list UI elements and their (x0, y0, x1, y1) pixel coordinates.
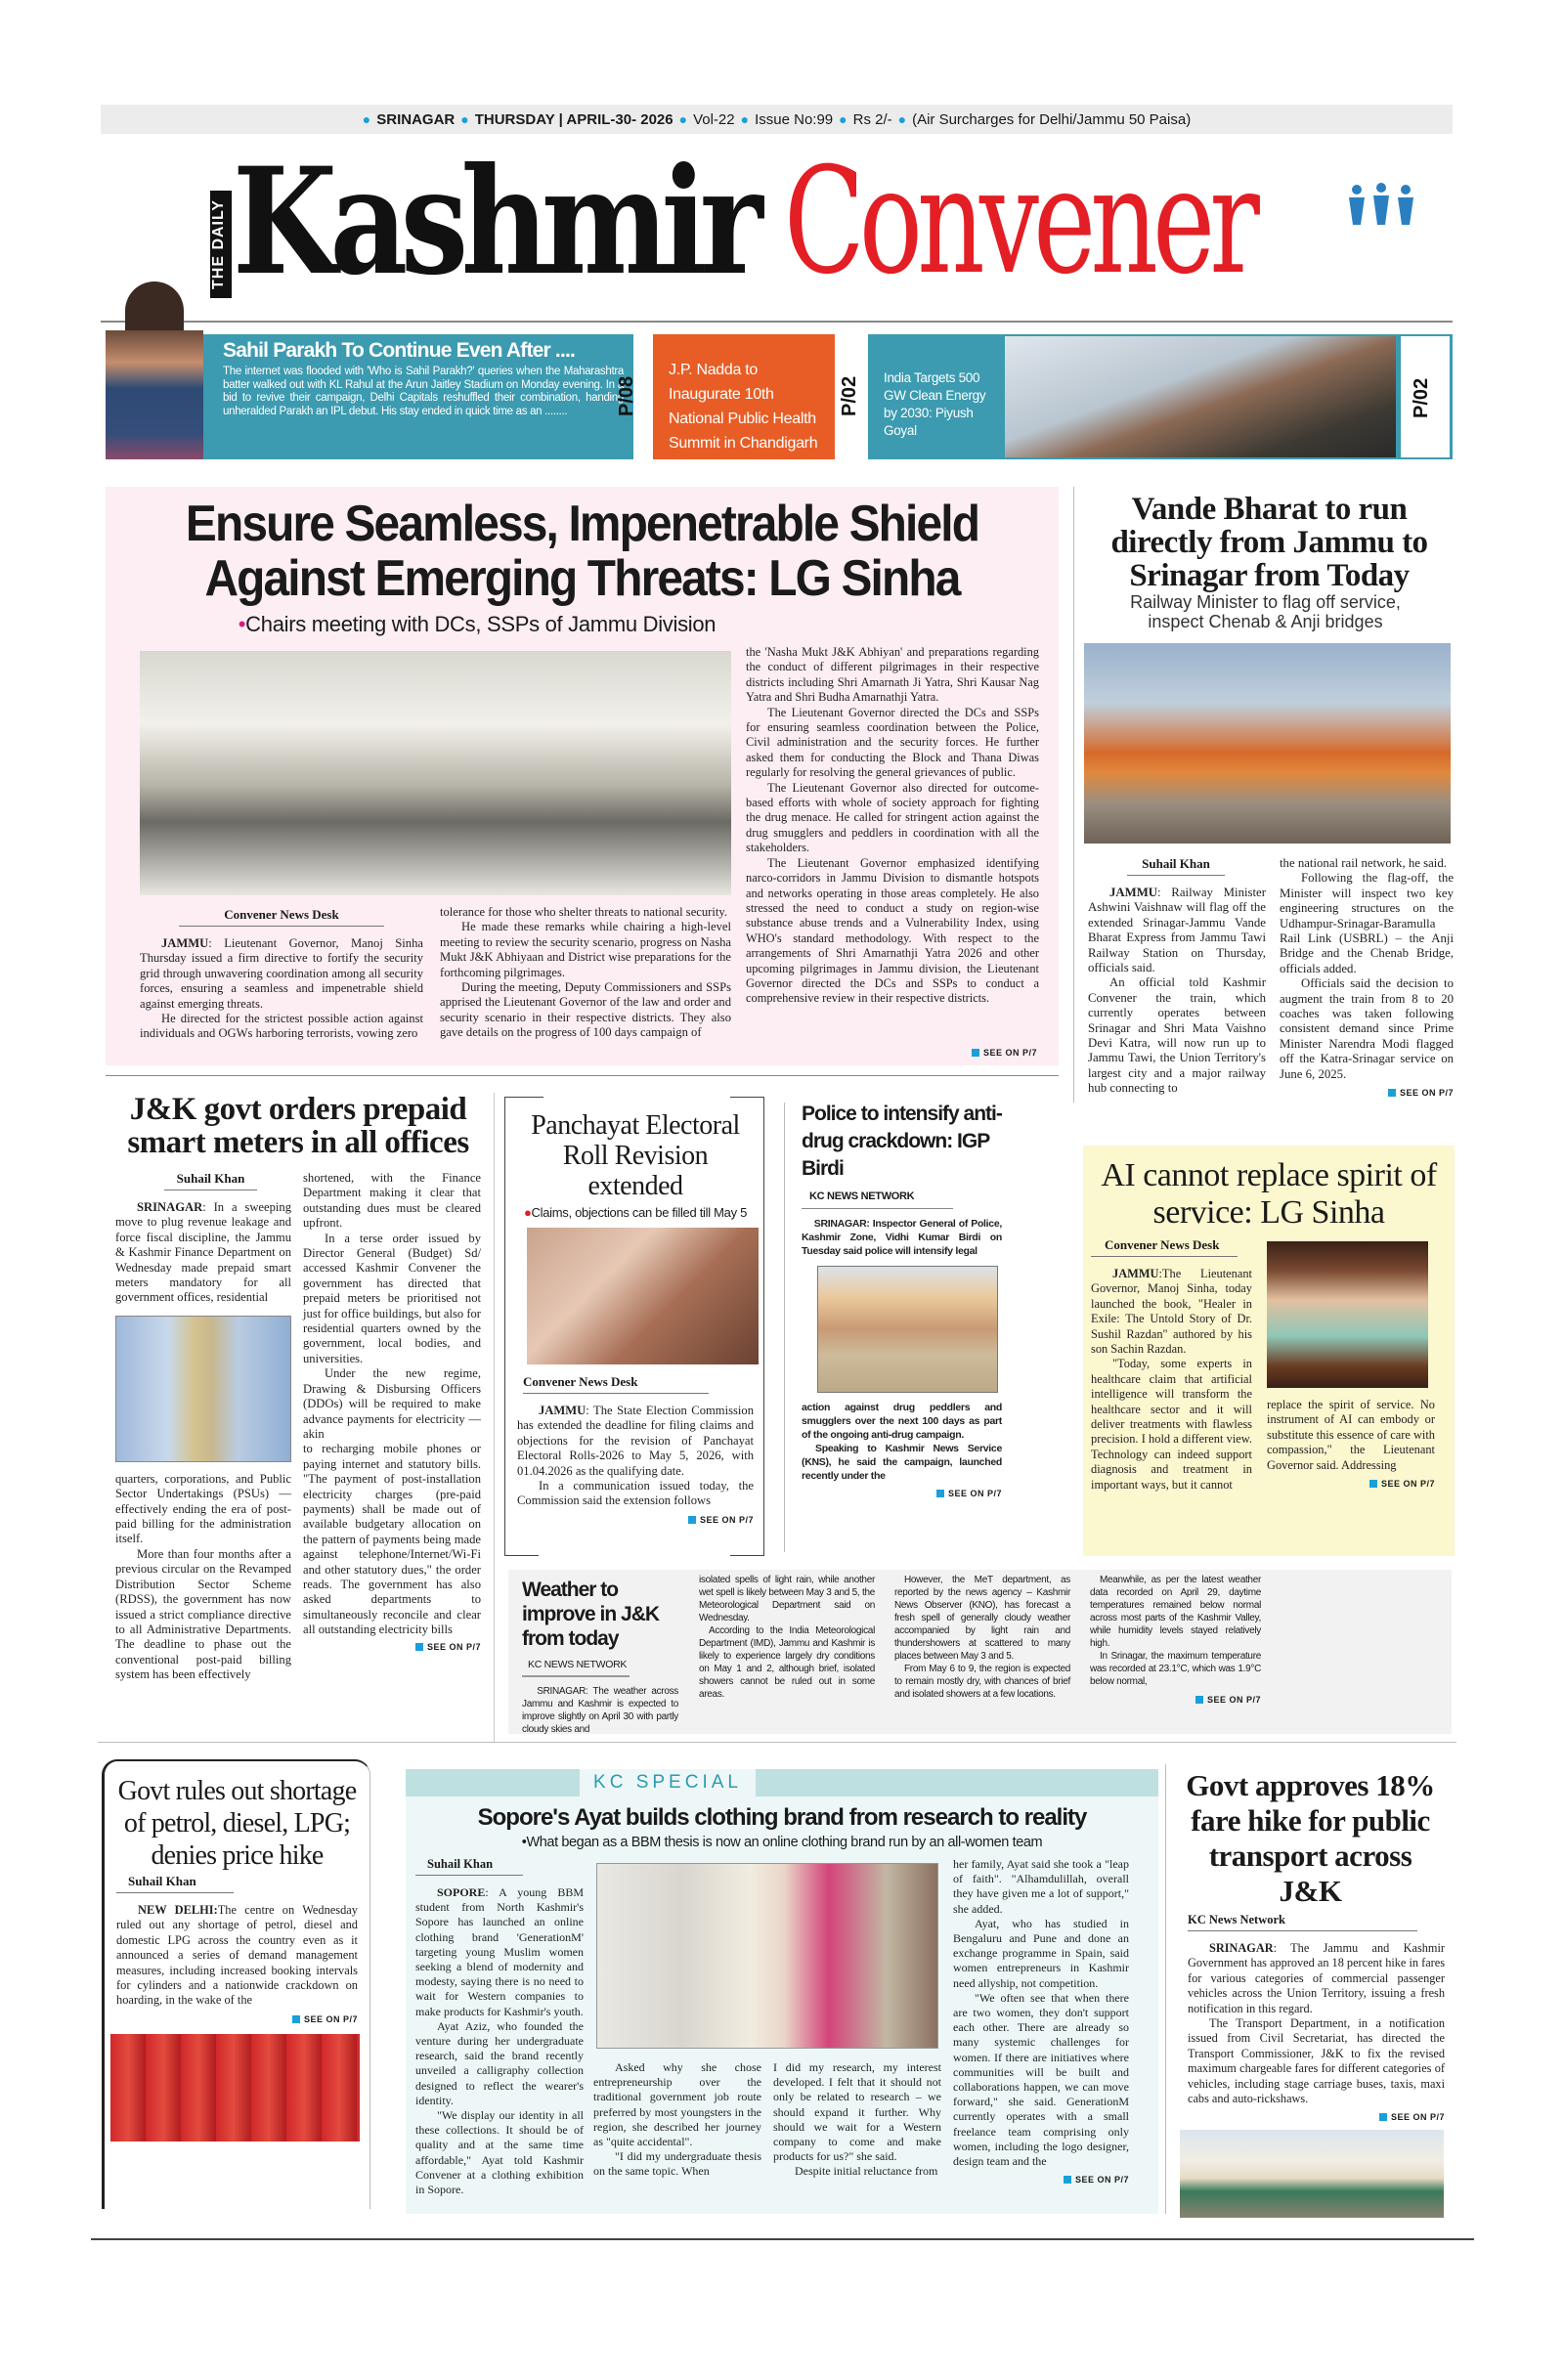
weather-story (508, 1570, 1452, 1734)
paragraph: An official told Kashmir Convener the train, which currently operates between Srinagar and Shri Mata Vaishno Devi Katra, will now run up to Jammu Tawi, the Union Territory's largest city and a major railway hub connecting to (1088, 975, 1266, 1096)
paragraph: her family, Ayat said she took a "leap of faith". "Alhamdulillah, overall they have given me a lot of support," she added. (953, 1857, 1129, 1916)
paragraph: The Transport Department, in a notification issued from Civil Secretariat, has directed the Transport Commissioner, J&K to fix the revised maximum chargeable fares for different categories of vehicles, including stage carriage buses, taxis, maxi cabs and auto-rickshaws. (1188, 2016, 1445, 2106)
corner-mark (730, 1555, 764, 1556)
meters-col2a (303, 1171, 481, 1442)
paragraph: : Lieutenant Governor, Manoj Sinha Thursday issued a firm directive to fortify the security grid through unwavering coordination among all security forces, ensuring a seamless and impenetrable shield against emerging threats. (140, 936, 423, 1011)
ayat-photo (596, 1863, 938, 2049)
paragraph: : Inspector General of Police, Kashmir Zone, Vidhi Kumar Birdi on Tuesday said police will intensify legal (802, 1218, 1002, 1257)
police-headline: Police to intensify anti-drug crackdown: IGP Birdi (802, 1103, 1002, 1180)
kc-special-story (406, 1769, 1158, 2214)
date: THURSDAY | APRIL-30- 2026 (474, 110, 673, 128)
paragraph: quarters, corporations, and Public Sector Undertakings (PSUs) — effectively ending the era of post-paid billing for the administration itself. (115, 1471, 291, 1546)
paragraph: the 'Nasha Mukt J&K Abhiyan' and preparations regarding the conduct of different pilgrimages in their respective districts including Shri Amarnath Ji Yatra, Shri Kausar Nag Yatra and Shri Budha Amarnathji Yatra. (746, 645, 1039, 705)
lead-headline-line1: Ensure Seamless, Impenetrable Shield (185, 496, 979, 552)
byline: Suhail Khan (164, 1171, 257, 1190)
meters-headline: J&K govt orders prepaid smart meters in all offices (127, 1092, 469, 1160)
paragraph: During the meeting, Deputy Commissioners and SSPs apprised the Lieutenant Governor of the law and order and security scenario in their respective districts. They also gave details on the progress of 100 days campaign of (440, 980, 731, 1040)
paragraph: He made these remarks while chairing a high-level meeting to review the security scenario, progress on Nasha Mukt J&K Abhiyaan and District wise preparations for the forthcoming pilgrimages. (440, 920, 731, 979)
lead-headline (144, 497, 1021, 606)
see-more-link[interactable]: SEE ON P/7 (116, 2014, 358, 2024)
police-body (802, 1401, 1002, 1483)
fuel-story (102, 1759, 370, 2209)
train-photo (1084, 643, 1451, 844)
dateline: JAMMU (161, 936, 209, 950)
paragraph: "I did my undergraduate thesis on the same topic. When (593, 2149, 761, 2179)
the-daily-label: THE DAILY (210, 191, 232, 298)
lead-story (106, 487, 1059, 1065)
dateline: JAMMU (1109, 886, 1158, 899)
paragraph: Officials said the decision to augment the train from 8 to 20 coaches was taken following consistent demand since Prime Minister Narendra Modi flagged off the Katra-Srinagar service on June 6, 2025. (1280, 976, 1454, 1081)
see-more-link[interactable]: SEE ON P/7 (1267, 1479, 1435, 1489)
vande-subhead: Railway Minister to flag off service, inspect Chenab & Anji bridges (1130, 592, 1401, 631)
player-photo-head (125, 281, 184, 330)
lead-col1 (140, 907, 423, 1042)
byline: KC NEWS NETWORK (802, 1190, 953, 1209)
special-subhead: •What began as a BBM thesis is now an online clothing brand run by an all-women team (521, 1835, 1043, 1850)
paragraph: From May 6 to 9, the region is expected to remain mostly dry, with chances of brief and isolated showers at a few locations. (894, 1664, 1070, 1700)
paragraph: Ayat, who has studied in Bengaluru and Pune and done an exchange programme in Spain, said women entrepreneurs in Kashmir need allyship, not competition. (953, 1916, 1129, 1990)
meters-col2 (303, 1171, 481, 1652)
paragraph: : Railway Minister Ashwini Vaishnaw will flag off the extended Srinagar-Jammu Vande Bharat Express from Jammu Tawi Railway Station on Thursday, officials said. (1088, 886, 1266, 975)
bullet-icon: ● (740, 111, 750, 127)
vande-headline: Vande Bharat to run directly from Jammu to Srinagar from Today (1110, 492, 1428, 593)
byline: Suhail Khan (116, 1874, 234, 1893)
special-col2 (593, 2060, 761, 2180)
paragraph: Meanwhile, as per the latest weather data recorded on April 29, daytime temperatures remained below normal across most parts of the Kashmir Valley, while humidity levels stayed relatively high. (1090, 1575, 1261, 1649)
vande-bharat-story (1073, 487, 1456, 1103)
dateline: SRINAGAR (813, 1218, 867, 1230)
paragraph: The centre on Wednesday ruled out any shortage of petrol, diesel and domestic LPG across the country even as it announced a series of demand management measures, including increased booking intervals for cylinders and a nationwide crackdown on hoarding, in the wake of the (116, 1903, 359, 2008)
byline: KC News Network (1188, 1913, 1417, 1931)
page-ref[interactable]: P/08 (616, 375, 637, 416)
kc-special-label: KC SPECIAL (593, 1772, 742, 1793)
meters-col1a (115, 1200, 291, 1306)
paragraph: "Today, some experts in healthcare claim that artificial intelligence will transform the healthcare sector and it will deliver treatments with flawless precision. I hold a different view. Technology can indeed support diagnosis and treatment in important ways, but it cannot (1091, 1357, 1252, 1492)
teaser-title: J.P. Nadda to Inaugurate 10th National Public Health Summit in Chandigarh (669, 362, 818, 452)
divider (106, 1075, 1059, 1076)
see-more-link[interactable]: SEE ON P/7 (1090, 1694, 1261, 1707)
paragraph: Asked why she chose entrepreneurship over the traditional government job route preferred by most youngsters in the region, she described her journey as "quite accidental". (593, 2060, 761, 2149)
fare-headline: Govt approves 18% fare hike for public transport across J&K (1186, 1768, 1435, 1908)
surcharge: (Air Surcharges for Delhi/Jammu 50 Paisa) (912, 110, 1192, 128)
lead-col2 (440, 905, 731, 1041)
dateline: JAMMU (539, 1404, 586, 1417)
teaser-text: The internet was flooded with 'Who is Sahil Parakh?' queries when the Maharashtra batter walked out with KL Rahul at the Arun Jaitley Stadium on Monday evening. In a bid to revive their campaign, Delhi Capitals reshuffled their combination, handing unheralded Parakh an IPL debut. His stay ended in quick time as an ........ (223, 366, 624, 417)
paragraph: replace the spirit of service. No instrument of AI can embody or substitute this essence of care with compassion," the Lieutenant Governor said. Addressing (1267, 1398, 1435, 1472)
dateline: SOPORE (437, 1885, 486, 1899)
subhead-text: Claims, objections can be filled till May 5 (531, 1205, 748, 1220)
masthead-rule (101, 321, 1453, 323)
corner-mark (504, 1555, 539, 1556)
byline: Convener News Desk (1091, 1237, 1238, 1257)
paragraph: : The State Election Commission has extended the deadline for filing claims and objections for the revision of Panchayat Electoral Rolls-2026 to May 5, 2026, with 01.04.2026 as the qualifying date. (517, 1404, 754, 1478)
paragraph: "We often see that when there are two women, they don't support each other. There are already so many systemic challenges for women. If there are initiatives where communities will be built and collaborations happen, we can move forward," she said. GenerationM currently operates with a small freelance team comprising only women, including the logo designer, design team and the (953, 1990, 1129, 2169)
paragraph: In a terse order issued by Director General (Budget) Sd/ accessed Kashmir Convener the government has directed that prepaid meters be prioritised not just for office buildings, but also for residential quarters owned by the government, local bodies, and universities. (303, 1231, 482, 1365)
paragraph: In Srinagar, the maximum temperature was recorded at 23.1°C, which was 1.9°C below normal, (1090, 1651, 1261, 1687)
lead-subhead (106, 612, 731, 637)
corner-mark (504, 1097, 543, 1098)
vande-col2 (1280, 856, 1454, 1098)
paragraph: He directed for the strictest possible action against individuals and OGWs harboring terrorists, vowing zero (140, 1012, 423, 1041)
weather-col4 (1090, 1574, 1261, 1707)
volume: Vol-22 (693, 110, 735, 128)
bullet-icon: ● (460, 111, 469, 127)
paragraph: action against drug peddlers and smugglers over the next 100 days as part of the ongoing anti-drug campaign. (802, 1402, 1002, 1441)
city: SRINAGAR (376, 110, 456, 128)
panchayat-subhead (517, 1205, 754, 1220)
paragraph: shortened, with the Finance Department making it clear that outstanding dues must be cleared upfront. (303, 1171, 481, 1231)
meters-col1b (115, 1472, 291, 1683)
bullet-icon: ● (678, 111, 688, 127)
special-col3 (773, 2060, 941, 2180)
igp-photo (817, 1266, 998, 1393)
label-bar (406, 1769, 580, 1796)
teaser-sahil[interactable] (106, 334, 633, 459)
byline: Suhail Khan (415, 1857, 523, 1876)
ink-finger-photo (527, 1228, 759, 1364)
dateline: SRINAGAR (537, 1686, 586, 1697)
panchayat-story (504, 1097, 764, 1556)
meters-col1 (115, 1171, 291, 1683)
fuel-headline: Govt rules out shortage of petrol, diesel, LPG; denies price hike (117, 1776, 357, 1871)
weather-col2 (699, 1574, 875, 1701)
footer-rule (91, 2238, 1474, 2240)
subhead-text: What began as a BBM thesis is now an online clothing brand run by an all-women team (526, 1835, 1043, 1850)
see-more-link[interactable]: SEE ON P/7 (1188, 2112, 1445, 2122)
lg-sinha-photo (1267, 1241, 1428, 1388)
byline: Convener News Desk (523, 1374, 709, 1394)
paragraph: isolated spells of light rain, while another wet spell is likely between May 3 and 5, the Meteorological Department said on Wednesday. (699, 1575, 875, 1623)
teaser-goyal[interactable] (868, 334, 1453, 459)
see-more-link[interactable]: SEE ON P/7 (303, 1642, 481, 1652)
dateline: JAMMU (1112, 1267, 1159, 1280)
people-logo-icon (1347, 182, 1415, 231)
paragraph: the national rail network, he said. (1280, 856, 1447, 870)
ai-headline: AI cannot replace spirit of service: LG Sinha (1101, 1157, 1437, 1231)
bullet-icon: ● (523, 1205, 532, 1220)
lpg-cylinders-photo (110, 2034, 360, 2142)
paragraph: The Lieutenant Governor emphasized identifying narco-corridors in Jammu Division to dismantle hotspots and networks operating in those areas completely. He also stressed the need to conduct a study on region-wise substance abuse trends and a Vulnerability Index, using WHO's standard methodology. With respect to the arrangements of Shri Amarnathji Yatra 2026 and other upcoming pilgrimages in Jammu division, the Lieutenant Governor directed the DCs and SSPs to conduct a comprehensive review in their respective districts. (746, 855, 1039, 1006)
special-col4 (953, 1857, 1129, 2185)
paragraph: Speaking to Kashmir News Service (KNS), he said the campaign, launched recently under the (802, 1443, 1002, 1482)
see-more-link[interactable]: SEE ON P/7 (1280, 1088, 1454, 1098)
masthead-convener: Convener (784, 137, 1255, 307)
buses-photo (1180, 2130, 1444, 2218)
panchayat-headline: Panchayat Electoral Roll Revision extended (531, 1110, 740, 1201)
byline: Convener News Desk (179, 907, 384, 927)
bullet-icon: ● (362, 111, 371, 127)
teaser-nadda[interactable] (653, 334, 835, 459)
dateline: SRINAGAR (137, 1200, 203, 1214)
meeting-photo (140, 651, 731, 895)
paragraph: to recharging mobile phones or paying internet and statutory bills. "The payment of post-installation electricity charges (pre-paid payments) shall be made out of available budgetary allocation on the pattern of payments being made against telephone/Internet/Wi-Fi and other statutory dues," the order reads. The government has also asked departments to simultaneously reconcile and clear all outstanding electricity bills (303, 1442, 481, 1637)
label-bar (756, 1769, 1158, 1796)
bullet-icon: • (238, 612, 246, 636)
see-more-link[interactable]: SEE ON P/7 (972, 1048, 1037, 1058)
byline: KC NEWS NETWORK (522, 1659, 630, 1677)
police-story (802, 1101, 1061, 1560)
player-photo (106, 330, 203, 459)
police-lede (802, 1217, 1002, 1258)
dateline: NEW DELHI: (138, 1903, 218, 1917)
fare-story (1165, 1764, 1455, 2214)
bullet-icon: ● (839, 111, 847, 127)
paragraph: Despite initial reluctance from (795, 2164, 938, 2179)
see-more-link[interactable]: SEE ON P/7 (802, 1489, 1002, 1498)
paragraph: According to the India Meteorological Department (IMD), Jammu and Kashmir is likely to experience largely dry conditions on May 1 and 2, although brief, isolated showers cannot be ruled out in some areas. (699, 1625, 875, 1700)
paragraph-text: : The weather across Jammu and Kashmir is expected to improve slightly on April 30 with partly cloudy skies and (522, 1686, 678, 1735)
divider (494, 1093, 495, 1743)
issue-number: Issue No:99 (755, 110, 834, 128)
byline: Suhail Khan (1127, 856, 1225, 876)
paragraph: The Lieutenant Governor also directed for outcome-based efforts with whole of society approach for fighting the drug menace. He called for stringent action against the drug smugglers and peddlers in coordination with all the stakeholders. (746, 780, 1039, 855)
paragraph: Following the flag-off, the Minister will inspect two key engineering structures on the Udhampur-Srinagar-Baramulla Rail Link (USBRL) – the Anji Bridge and the Chenab Bridge, officials added. (1280, 871, 1454, 975)
weather-col1 (522, 1578, 678, 1736)
see-more-link[interactable]: SEE ON P/7 (953, 2175, 1129, 2185)
lead-headline-line2: Against Emerging Threats: LG Sinha (204, 550, 960, 607)
paragraph: I did my research, my interest developed. I felt that it should not only be related to research – we should expand it further. Why should we wait for a Western company to come and make products for us?" she said. (773, 2060, 941, 2164)
paragraph: The Lieutenant Governor directed the DCs and SSPs for ensuring seamless coordination between the Police, Civil administration and the security forces. He further asked them for conducting the Block and Thana Diwas regularly for resolving the general grievances of public. (746, 705, 1039, 780)
vande-col1 (1088, 856, 1266, 1097)
lead-col3 (746, 645, 1039, 1007)
meters-col2b (303, 1442, 481, 1637)
page-ref[interactable]: P/02 (839, 375, 860, 416)
panchayat-body (517, 1404, 754, 1509)
paragraph: Under the new regime, Drawing & Disbursing Officers (DDOs) will be required to make advance payments for electricity — akin (303, 1366, 481, 1441)
paragraph: Ayat Aziz, who founded the venture during her undergraduate research, said the brand recently unveiled a calligraphy collection designed to reflect the wearer's identity. (415, 2018, 584, 2107)
corner-mark (730, 1097, 764, 1098)
lead-subhead-text: Chairs meeting with DCs, SSPs of Jammu Division (245, 612, 717, 636)
paragraph: : In a sweeping move to plug revenue leakage and force fiscal discipline, the Jammu & Kashmir Finance Department on Wednesday made prepaid smart meters mandatory for all government offices, residential (115, 1200, 291, 1305)
smart-meter-photo (115, 1316, 291, 1462)
weather-col3 (894, 1574, 1070, 1701)
meters-story (108, 1093, 489, 1743)
teaser-title: India Targets 500 GW Clean Energy by 2030: Piyush Goyal (884, 370, 986, 438)
paragraph: "We display our identity in all these collections. It should be of quality and at the same time affordable," Ayat told Kashmir Convener at a clothing exhibition in Sopore. (415, 2108, 584, 2197)
paragraph (522, 1685, 678, 1736)
teaser-title: Sahil Parakh To Continue Even After .... (223, 339, 576, 362)
masthead-kashmir: Kashmir (233, 136, 757, 308)
divider (98, 1742, 1456, 1743)
dateline-bar (101, 105, 1453, 134)
paragraph: :The Lieutenant Governor, Manoj Sinha, today launched the book, "Healer in Exile: The Untold Story of Dr. Sushil Razdan" authored by his son Sachin Razdan. (1091, 1267, 1252, 1357)
divider (784, 1103, 785, 1552)
paragraph: : A young BBM student from North Kashmir's Sopore has launched an online clothing brand 'GenerationM' targeting young Muslim women seeking a blend of modernity and modesty, saying there is no need to wait for Western companies to make products for Kashmir's youth. (415, 1885, 584, 2018)
price: Rs 2/- (852, 110, 892, 128)
paragraph: In a communication issued today, the Commission said the extension follows (517, 1479, 754, 1508)
paragraph: : The Jammu and Kashmir Government has approved an 18 percent hike in fares for various categories of commercial passenger vehicles across the Union Territory, issuing a fresh notification in this regard. (1188, 1941, 1445, 2015)
goyal-photo (1005, 336, 1396, 457)
ai-story (1083, 1146, 1455, 1556)
weather-headline: Weather to improve in J&K from today (522, 1579, 660, 1650)
paragraph: However, the MeT department, as reported by the news agency – Kashmir News Observer (KNO), has forecast a fresh spell of generally cloudy weather accompanied by light rain and thundershowers at scattered to many places between May 3 and 5. (894, 1575, 1070, 1662)
paragraph: More than four months after a previous circular on the Revamped Distribution Sector Scheme (RDSS), the government has now issued a strict compliance directive to all Administrative Departments. The deadline to phase out the conventional post-paid billing system has been effectively (115, 1546, 291, 1682)
page-ref[interactable]: P/02 (1411, 377, 1432, 418)
paragraph: tolerance for those who shelter threats to national security. (440, 905, 727, 919)
special-headline: Sopore's Ayat builds clothing brand from research to reality (477, 1804, 1087, 1831)
see-more-link[interactable]: SEE ON P/7 (517, 1515, 754, 1525)
bullet-icon: ● (897, 111, 907, 127)
ai-col2 (1267, 1241, 1435, 1489)
dateline: SRINAGAR (1209, 1941, 1274, 1955)
